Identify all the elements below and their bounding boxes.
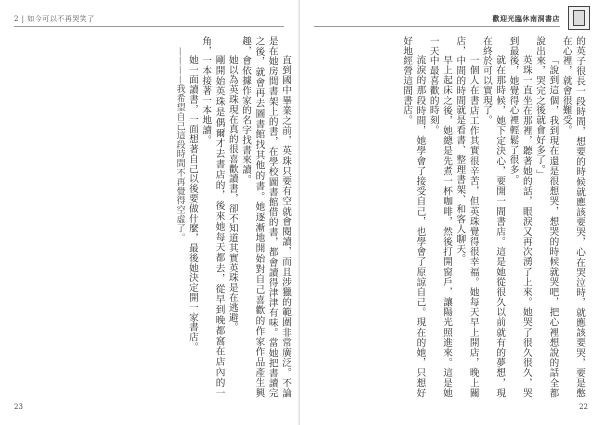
left-folio: 23 [14,403,23,411]
right-paragraph-5: 一個人在書店工作其實很辛苦，但英珠覺得很幸福。她每天早上開店，晚上關店，中間的時間就是看書、整理書架、和客人聊天。 [454,36,479,398]
right-paragraph-6: 早上起床之後，她總是先煮一杯咖啡，然後打開窗戶，讓陽光照進來。這是她一天中最喜歡的時刻。 [427,36,453,398]
right-page [300,0,600,425]
left-header-rule [14,26,284,27]
right-paragraph-2: 「說到這個，我到現在還是很想哭，想哭的時候就哭吧，把心裡想說的話全都說出來，哭完之後就會好多了。」 [534,36,559,398]
left-paragraph-1: 直到國中畢業之前，英珠只要有空就會閱讀，而且涉獵的範圍非常廣泛。不論是在她房間書架上的書，在學校圖書館借的書，都會讀得津津有味。當她把書讀完之後，就會再去圖書館找其他的書。她逐漸地開始對自己喜歡的作家作品產生興趣，會依據作家的名字找書來讀。 [240,36,291,398]
right-paragraph-3: 英珠一直坐在那裡，聽著她的話，眼淚又再次湧了上來。她哭了很久很久，哭到最後，她覺得心裡輕鬆了很多。 [507,36,532,398]
right-paragraph-4: 就在那時候，她下定決心，要開一間書店。這是她從很久以前就有的夢想，現在終於可以實現了。 [480,36,506,398]
right-paragraph-7: 流淚的那段時間，她學會了接受自己，也學會了原諒自己。現在的她，只想好好地經營這間書店。 [401,36,426,398]
left-paragraph-2: 她以為英珠現在真的很喜歡讀書，卻不知道其實英珠是在逃避。 [226,55,238,333]
left-running-head: 2 | 如今可以不再哭笑了 [14,15,95,23]
left-paragraph-3: 剛開始英珠是偶爾才去書店的，後來她每天都去，從早到晚都窩在店內的一角，一本接著一本地讀。 [200,36,225,398]
left-text-block [36,36,292,398]
left-separator-note [172,36,185,398]
right-paragraph-1: 的英子很長一段時間，想要的時候就應該要哭，心在哭泣時，就應該要哭，要是憋在心裡，就會很難受。 [560,36,585,398]
right-folio: 22 [579,403,588,411]
left-note: 我希望自己這段時間不再覺得空虛了。 [174,84,185,243]
right-text-block [310,36,586,398]
left-paragraph-4: 她一面讀書，一面想著自己以後要做什麼，最後她決定開一家書店。 [186,55,198,353]
right-header-rule [314,26,560,27]
bookstore-logo-icon [568,6,590,30]
left-separator: ———— [174,46,185,84]
right-running-head: 歡迎光臨休南洞書店 [492,14,560,23]
